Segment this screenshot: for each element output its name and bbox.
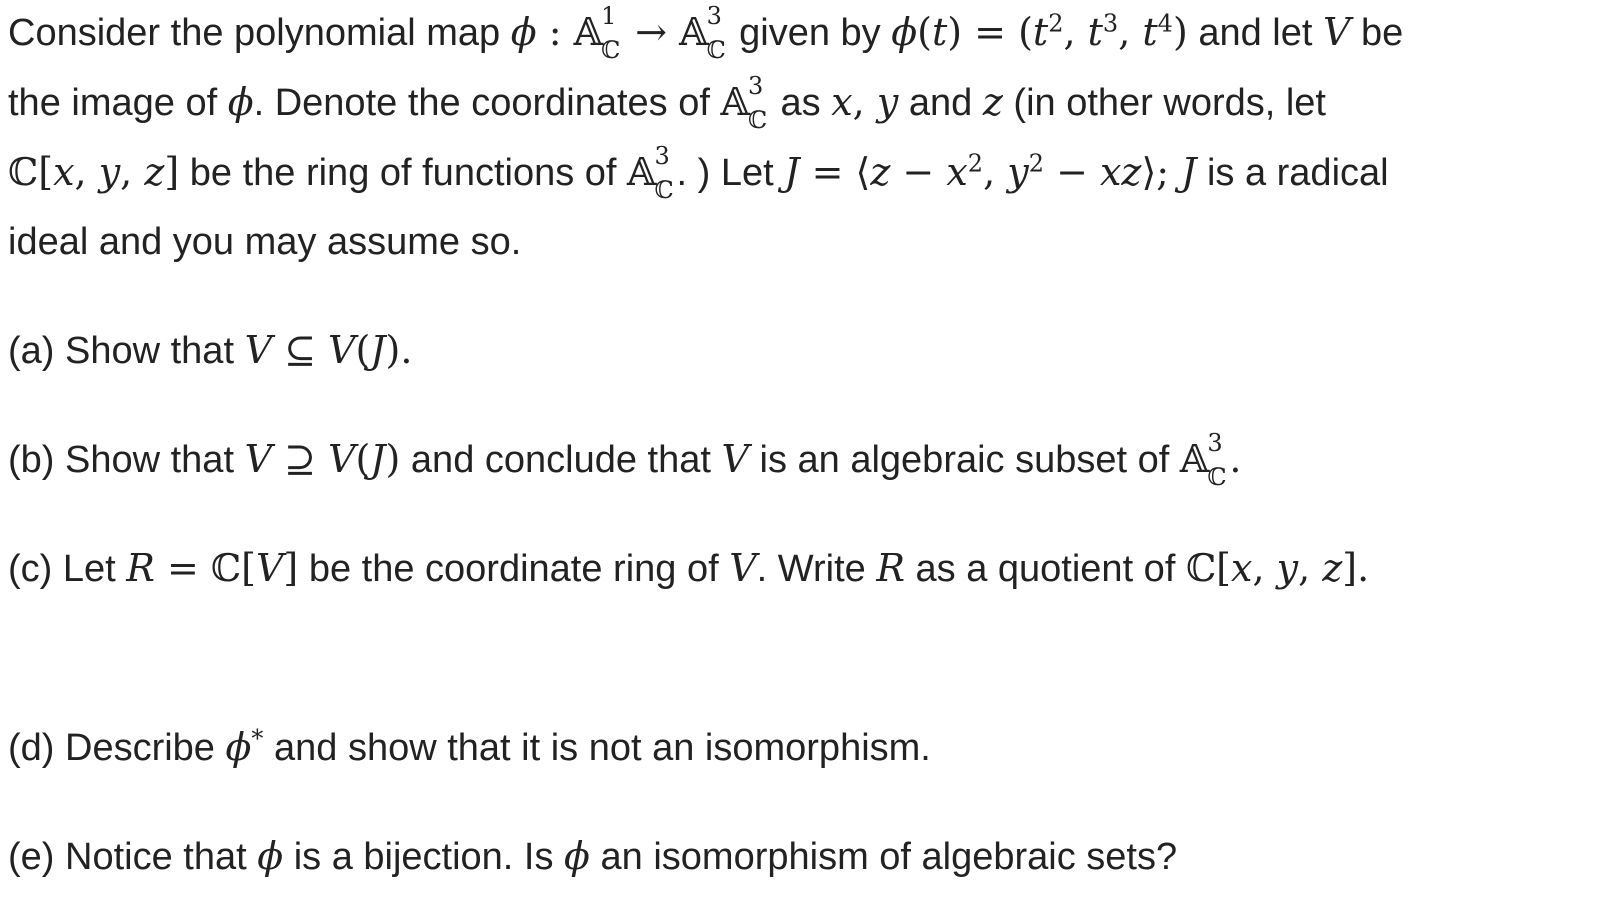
part-d-text: and show that it is not an isomorphism. — [273, 727, 931, 769]
part-b-label: (b) Show that — [8, 439, 234, 481]
part-e: (e) Notice that ϕ is a bijection. Is ϕ an isomorphism of algebraic sets? — [8, 834, 1178, 878]
intro-text: . ) Let — [676, 152, 774, 194]
intro-text: the image of — [8, 82, 218, 124]
intro-text: . Denote the coordinates of — [253, 82, 710, 124]
intro-text: and — [908, 82, 973, 124]
intro-text: be — [1361, 12, 1404, 54]
part-e-label: (e) Notice that — [8, 836, 247, 878]
part-b-text: and conclude that — [410, 439, 711, 481]
part-c: (c) Let R = ℂ[V] be the coordinate ring of V. Write R as a quotient of ℂ[x, y, z]. — [8, 546, 1370, 590]
intro-line-2: the image of ϕ. Denote the coordinates of 𝔸 3 ℂ as x, y and z (in other words, let — [8, 72, 1326, 134]
intro-text: given by — [739, 12, 881, 54]
part-a-label: (a) Show that — [8, 330, 234, 372]
intro-text: Consider the polynomial map — [8, 12, 501, 54]
intro-line-4 — [8, 220, 521, 264]
part-c-text: as a quotient of — [915, 548, 1176, 590]
intro-text: and let — [1198, 12, 1313, 54]
intro-text: as — [780, 82, 821, 124]
part-b: (b) Show that V ⊇ V(J) and conclude that V is an algebraic subset of 𝔸 3 ℂ . — [8, 429, 1242, 491]
part-c-text: be the coordinate ring of — [308, 548, 719, 590]
part-d: (d) Describe ϕ* and show that it is not an isomorphism. — [8, 724, 931, 769]
part-b-text: is an algebraic subset of — [759, 439, 1170, 481]
intro-line-1: Consider the polynomial map ϕ : 𝔸 1 ℂ → 𝔸 3 ℂ given by $\phi(t) = (t^2$, $t^3$, $t^4$) and let V be — [8, 2, 1404, 64]
part-c-label: (c) Let — [8, 548, 116, 590]
intro-line-3: ℂ[x, y, z] be the ring of functions of 𝔸 3 ℂ . ) Let J = ⟨z − $x^2$, $y^2$ − xz⟩; J is a radical — [8, 142, 1389, 204]
part-e-text: an isomorphism of algebraic sets? — [600, 836, 1178, 878]
part-d-label: (d) Describe — [8, 727, 215, 769]
part-e-text: is a bijection. Is — [293, 836, 554, 878]
intro-text: (in other words, let — [1013, 82, 1326, 124]
intro-text: is a radical — [1206, 152, 1389, 194]
intro-text: ideal and you may assume so. — [8, 221, 522, 263]
part-a: (a) Show that V ⊆ V(J). — [8, 328, 413, 372]
intro-text: be the ring of functions of — [189, 152, 617, 194]
part-c-text: . Write — [756, 548, 866, 590]
